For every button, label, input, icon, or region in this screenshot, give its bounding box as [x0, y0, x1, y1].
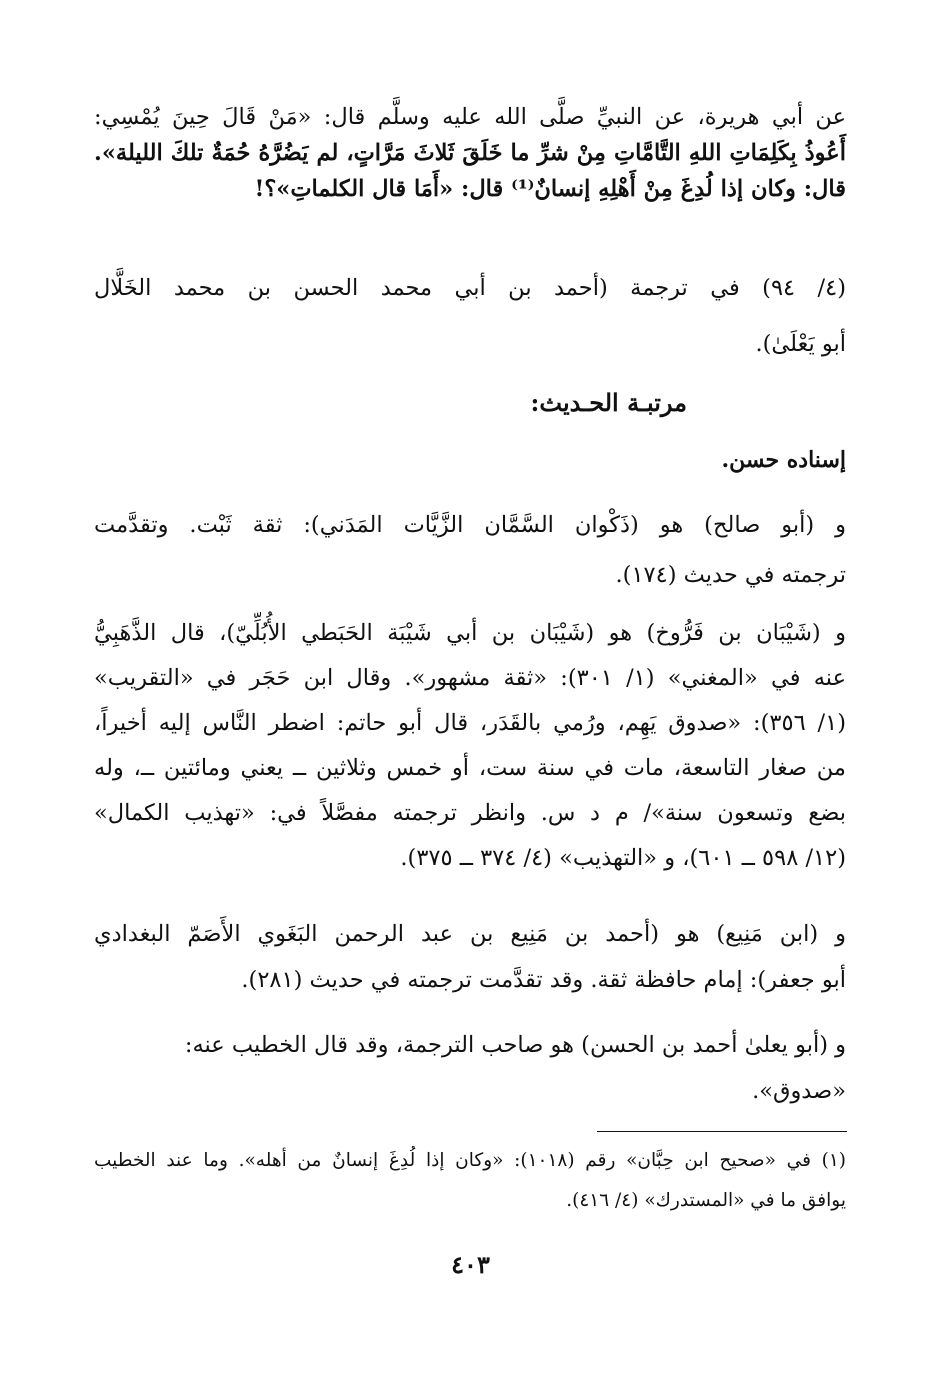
narrator-2-line-3: (١/ ٣٥٦): «صدوق يَهِم، ورُمي بالقَدَر، قال أبو حاتم: اضطر النَّاس إليه أخيراً، — [94, 710, 846, 736]
narrator-ibn-mani-paragraph — [94, 911, 846, 1003]
hadith-line-3: قال: وكان إذا لُدِغَ مِنْ أَهْلِهِ إنسانٌ⁽¹⁾ قال: «أَمَا قال الكلماتِ»؟! — [254, 176, 846, 202]
narrator-2-line-6: (١٢/ ٥٩٨ ــ ٦٠١)، و «التهذيب» (٤/ ٣٧٤ ــ ٣٧٥). — [400, 845, 846, 871]
narrator-3-line-1: و (ابن مَنِيع) هو (أحمد بن مَنِيع بن عبد الرحمن البَغَوي الأَصَمّ البغدادي — [94, 921, 846, 947]
footnote-divider — [597, 1131, 847, 1132]
narrator-1-line-1: و (أبو صالح) هو (ذَكْوان السَّمَّان الزَّيَّات المَدَني): ثقة ثَبْت. وتقدَّمت — [94, 512, 846, 538]
footnote-line-1: (١) في «صحيح ابن حِبَّان» رقم (١٠١٨): «وكان إذا لُدِغَ إنسانٌ من أهله». وما عند الخطيب — [94, 1150, 846, 1171]
narrator-3-line-2: أبو جعفر): إمام حافظة ثقة. وقد تقدَّمت ترجمته في حديث (٢٨١). — [241, 967, 846, 993]
narrator-2-line-2: عنه في «المغني» (١/ ٣٠١): «ثقة مشهور». وقال ابن حَجَر في «التقريب» — [94, 665, 847, 691]
hadith-grade-value: إسناده حسن. — [721, 447, 846, 473]
hadith-line-1: عن أبي هريرة، عن النبيِّ صلَّى الله عليه وسلَّم قال: «مَنْ قَالَ حِينَ يُمْسِي: — [94, 104, 846, 130]
footnote-line-2: يوافق ما في «المستدرك» (٤/ ٤١٦). — [566, 1190, 846, 1211]
hadith-text-paragraph — [94, 99, 846, 207]
narrator-abu-salih-paragraph — [94, 500, 846, 600]
narrator-2-line-5: بضع وتسعون سنة»/ م د س. وانظر ترجمته مفصَّلاً في: «تهذيب الكمال» — [94, 800, 846, 826]
narrator-1-line-2: ترجمته في حديث (١٧٤). — [615, 562, 846, 588]
source-ref-line-2: أبو يَعْلَىٰ). — [755, 331, 846, 357]
narrator-4-line-1: و (أبو يعلىٰ أحمد بن الحسن) هو صاحب الترجمة، وقد قال الخطيب عنه: — [184, 1032, 846, 1058]
narrator-4-line-2: «صدوق». — [752, 1078, 846, 1104]
page-number: ٤٠٣ — [451, 1250, 490, 1279]
source-reference-paragraph — [94, 260, 846, 372]
footnote — [94, 1141, 846, 1221]
narrator-2-line-4: من صغار التاسعة، مات في سنة ست، أو خمس وثلاثين ــ يعني ومائتين ــ، وله — [94, 755, 846, 781]
narrator-abu-yala-paragraph — [94, 1022, 846, 1114]
hadith-grade-heading: مرتبـة الحـديث: — [530, 388, 687, 417]
narrator-shayban-paragraph — [94, 611, 846, 881]
hadith-line-2: أَعُوذُ بِكَلِمَاتِ اللهِ التَّامَّاتِ مِنْ شرِّ ما خَلَقَ ثَلاثَ مَرَّاتٍ، لم يَضُرَّهُ حُمَةٌ تلكَ الليلة». — [94, 140, 846, 166]
source-ref-line-1: (٤/ ٩٤) في ترجمة (أحمد بن أبي محمد الحسن بن محمد الخَلَّال — [94, 275, 846, 301]
narrator-2-line-1: و (شَيْبَان بن فَرُّوخ) هو (شَيْبَان بن أبي شَيْبَة الحَبَطي الأُبُلِّيّ)، قال الذَّهَبِيُّ — [94, 620, 846, 646]
